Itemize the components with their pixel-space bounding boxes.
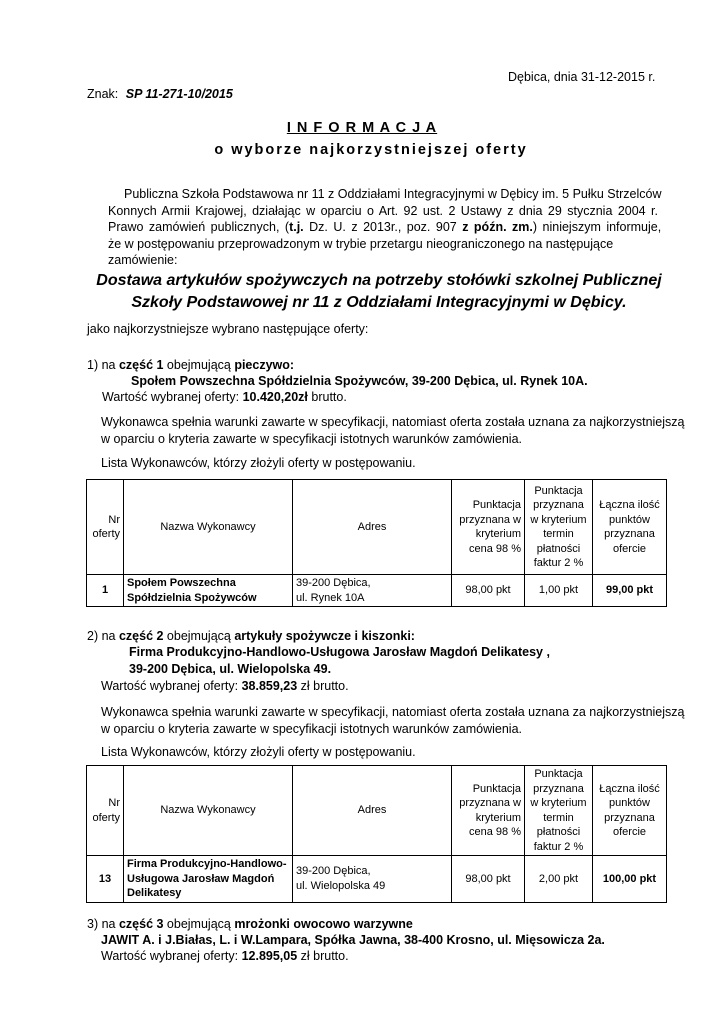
header-nr: Nr oferty — [87, 480, 124, 575]
table-row — [87, 856, 667, 903]
reference-value: SP 11-271-10/2015 — [125, 87, 233, 101]
table-header-row — [87, 766, 667, 856]
section-1-winner: Społem Powszechna Spółdzielnia Spożywców, 39-200 Dębica, ul. Rynek 10A. — [131, 374, 588, 388]
header-total: Łączna ilość punktów przyznana ofercie — [593, 766, 667, 856]
row-total: 100,00 pkt — [593, 856, 667, 903]
row-total: 99,00 pkt — [593, 575, 667, 607]
section-3-heading: 3) na część 3 obejmującą mrożonki owocowo warzywne — [87, 917, 413, 931]
section-1-heading: 1) na część 1 obejmującą pieczywo: — [87, 358, 295, 372]
header-total: Łączna ilość punktów przyznana ofercie — [593, 480, 667, 575]
header-address: Adres — [293, 766, 452, 856]
reference-number — [87, 87, 233, 101]
row-address: 39-200 Dębica, ul. Wielopolska 49 — [293, 856, 452, 903]
section-1-list-label: Lista Wykonawców, którzy złożyli oferty w postępowaniu. — [101, 456, 416, 470]
intro-line: Publiczna Szkoła Podstawowa nr 11 z Oddziałami Integracyjnymi w Dębicy im. 5 Pułku Strzelców — [124, 187, 662, 201]
section-2-offers-table — [86, 765, 667, 903]
row-crit2: 2,00 pkt — [525, 856, 593, 903]
header-crit1: Punktacja przyznana w kryterium cena 98 % — [452, 766, 525, 856]
place-date: Dębica, dnia 31-12-2015 r. — [508, 70, 656, 84]
section-2-heading: 2) na część 2 obejmującą artykuły spożywcze i kiszonki: — [87, 629, 415, 643]
header-name: Nazwa Wykonawcy — [124, 480, 293, 575]
document-subtitle: o wyborze najkorzystniejszej oferty — [214, 142, 528, 158]
row-nr: 13 — [87, 856, 124, 903]
table-row — [87, 575, 667, 607]
header-crit2: Punktacja przyznana w kryterium termin płatności faktur 2 % — [525, 480, 593, 575]
order-subject-line: Dostawa artykułów spożywczych na potrzeby stołówki szkolnej Publicznej — [96, 272, 662, 289]
document-title: I N F O R M A C J A — [286, 120, 438, 136]
header-crit1: Punktacja przyznana w kryterium cena 98 % — [452, 480, 525, 575]
row-crit2: 1,00 pkt — [525, 575, 593, 607]
header-name: Nazwa Wykonawcy — [124, 766, 293, 856]
reference-label: Znak: — [87, 87, 119, 101]
header-nr: Nr oferty — [87, 766, 124, 856]
row-crit1: 98,00 pkt — [452, 856, 525, 903]
section-2-winner-line2: 39-200 Dębica, ul. Wielopolska 49. — [129, 662, 332, 676]
section-2-value: Wartość wybranej oferty: 38.859,23 zł brutto. — [101, 679, 349, 693]
order-subject — [0, 270, 724, 314]
row-address: 39-200 Dębica, ul. Rynek 10A — [293, 575, 452, 607]
intro-line: Konnych Armii Krajowej, działając w oparciu o Art. 92 ust. 2 Ustawy z dnia 29 stycznia 2004 r. — [108, 203, 658, 218]
row-crit1: 98,00 pkt — [452, 575, 525, 607]
row-nr: 1 — [87, 575, 124, 607]
intro-paragraph — [108, 186, 662, 269]
section-1-offers-table — [86, 479, 667, 607]
section-3-value: Wartość wybranej oferty: 12.895,05 zł brutto. — [101, 949, 349, 963]
table-header-row — [87, 480, 667, 575]
section-1-value: Wartość wybranej oferty: 10.420,20zł brutto. — [102, 390, 347, 404]
row-name: Społem Powszechna Spółdzielnia Spożywców — [124, 575, 293, 607]
intro-line: Prawo zamówień publicznych, (t.j. Dz. U. z 2013r., poz. 907 z późn. zm.) niniejszym informuje, — [108, 220, 662, 234]
section-2-justification: Wykonawca spełnia warunki zawarte w specyfikacji, natomiast oferta została uznana za najkorzystniejszą w oparciu o kryteria zawarte w specyfikacji istotnych warunków zamówienia. — [101, 705, 685, 736]
section-3-winner: JAWIT A. i J.Białas, L. i W.Lampara, Spółka Jawna, 38-400 Krosno, ul. Mięsowicza 2a. — [101, 933, 605, 947]
header-crit2: Punktacja przyznana w kryterium termin płatności faktur 2 % — [525, 766, 593, 856]
selected-intro: jako najkorzystniejsze wybrano następujące oferty: — [87, 322, 369, 336]
row-name: Firma Produkcyjno-Handlowo-Usługowa Jarosław Magdoń Delikatesy — [124, 856, 293, 903]
section-1-justification: Wykonawca spełnia warunki zawarte w specyfikacji, natomiast oferta została uznana za najkorzystniejszą w oparciu o kryteria zawarte w specyfikacji istotnych warunków zamówienia. — [101, 415, 685, 446]
order-subject-line: Szkoły Podstawowej nr 11 z Oddziałami Integracyjnymi w Dębicy. — [131, 294, 627, 311]
header-address: Adres — [293, 480, 452, 575]
section-2-list-label: Lista Wykonawców, którzy złożyli oferty w postępowaniu. — [101, 745, 416, 759]
intro-line: że w postępowaniu przeprowadzonym w trybie przetargu nieograniczonego na następujące — [108, 236, 614, 251]
intro-line: zamówienie: — [108, 253, 178, 267]
section-2-winner-line1: Firma Produkcyjno-Handlowo-Usługowa Jarosław Magdoń Delikatesy , — [129, 645, 550, 659]
